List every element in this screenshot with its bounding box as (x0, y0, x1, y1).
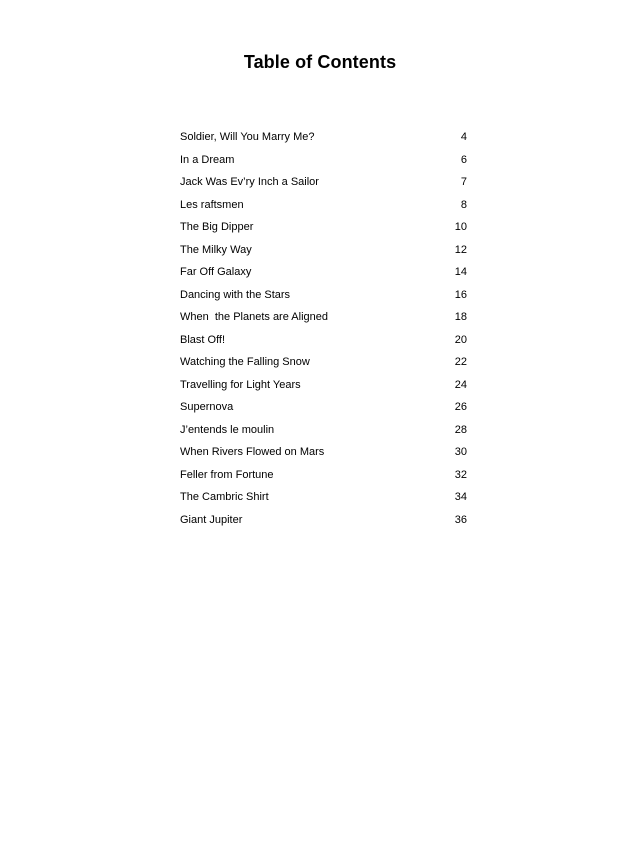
toc-entry-title: Supernova (180, 401, 234, 413)
toc-entry (180, 127, 467, 150)
toc-entry (180, 217, 467, 240)
toc-entry (180, 510, 467, 533)
toc-entry-title: Watching the Falling Snow (180, 356, 310, 368)
toc-entry-page-number: 7 (460, 176, 467, 188)
toc-entry-title: Far Off Galaxy (180, 266, 252, 278)
toc-entry (180, 150, 467, 173)
toc-entry (180, 375, 467, 398)
toc-entry (180, 330, 467, 353)
toc-entry-page-number: 34 (454, 491, 467, 503)
toc-entry-page-number: 20 (454, 333, 467, 346)
toc-entry-title: Feller from Fortune (180, 468, 274, 481)
toc-entry-page-number: 6 (460, 153, 467, 166)
toc-entry-page-number: 36 (454, 513, 467, 526)
toc-entry-page-number: 32 (454, 468, 467, 481)
toc-entry (180, 487, 467, 510)
toc-entry-page-number: 16 (454, 288, 467, 301)
toc-entry (180, 285, 467, 308)
toc-entry-title: J’entends le moulin (180, 423, 275, 436)
toc-entry-page-number: 4 (460, 131, 467, 143)
toc-entry-page-number: 18 (454, 311, 467, 323)
toc-entry-title: When Rivers Flowed on Mars (180, 446, 325, 458)
toc-entry-title: Soldier, Will You Marry Me? (180, 131, 315, 143)
toc-entry-title: When the Planets are Aligned (180, 311, 328, 323)
toc-entry-title: In a Dream (180, 153, 235, 166)
toc-entry-page-number: 24 (454, 378, 467, 391)
toc-entry-page-number: 26 (454, 401, 467, 413)
toc-entry-title: Giant Jupiter (180, 513, 243, 526)
page-title: Table of Contents (243, 52, 397, 72)
toc-entry-page-number: 10 (454, 221, 467, 233)
toc-entry (180, 442, 467, 465)
toc-entry (180, 172, 467, 195)
toc-entry (180, 352, 467, 375)
toc-entry-title: The Cambric Shirt (180, 491, 269, 503)
toc-entry-page-number: 28 (454, 423, 467, 436)
toc-entry (180, 465, 467, 488)
toc-entry-page-number: 22 (454, 356, 467, 368)
toc-entry (180, 195, 467, 218)
toc-entry-title: Travelling for Light Years (180, 378, 301, 391)
toc-entry-title: Jack Was Ev’ry Inch a Sailor (180, 176, 319, 188)
toc-entry-title: The Milky Way (180, 243, 252, 256)
toc-entry (180, 420, 467, 443)
toc-entry-title: Dancing with the Stars (180, 288, 291, 301)
toc-entry-title: The Big Dipper (180, 221, 254, 233)
toc-entry-page-number: 14 (454, 266, 467, 278)
toc-entry-title: Les raftsmen (180, 198, 244, 211)
toc-entry-page-number: 8 (460, 198, 467, 211)
toc-entry (180, 262, 467, 285)
toc-entry (180, 307, 467, 330)
toc-entry (180, 240, 467, 263)
toc-entry-title: Blast Off! (180, 333, 226, 346)
table-of-contents-list (180, 127, 467, 532)
toc-entry-page-number: 12 (454, 243, 467, 256)
toc-entry-page-number: 30 (454, 446, 467, 458)
toc-entry (180, 397, 467, 420)
